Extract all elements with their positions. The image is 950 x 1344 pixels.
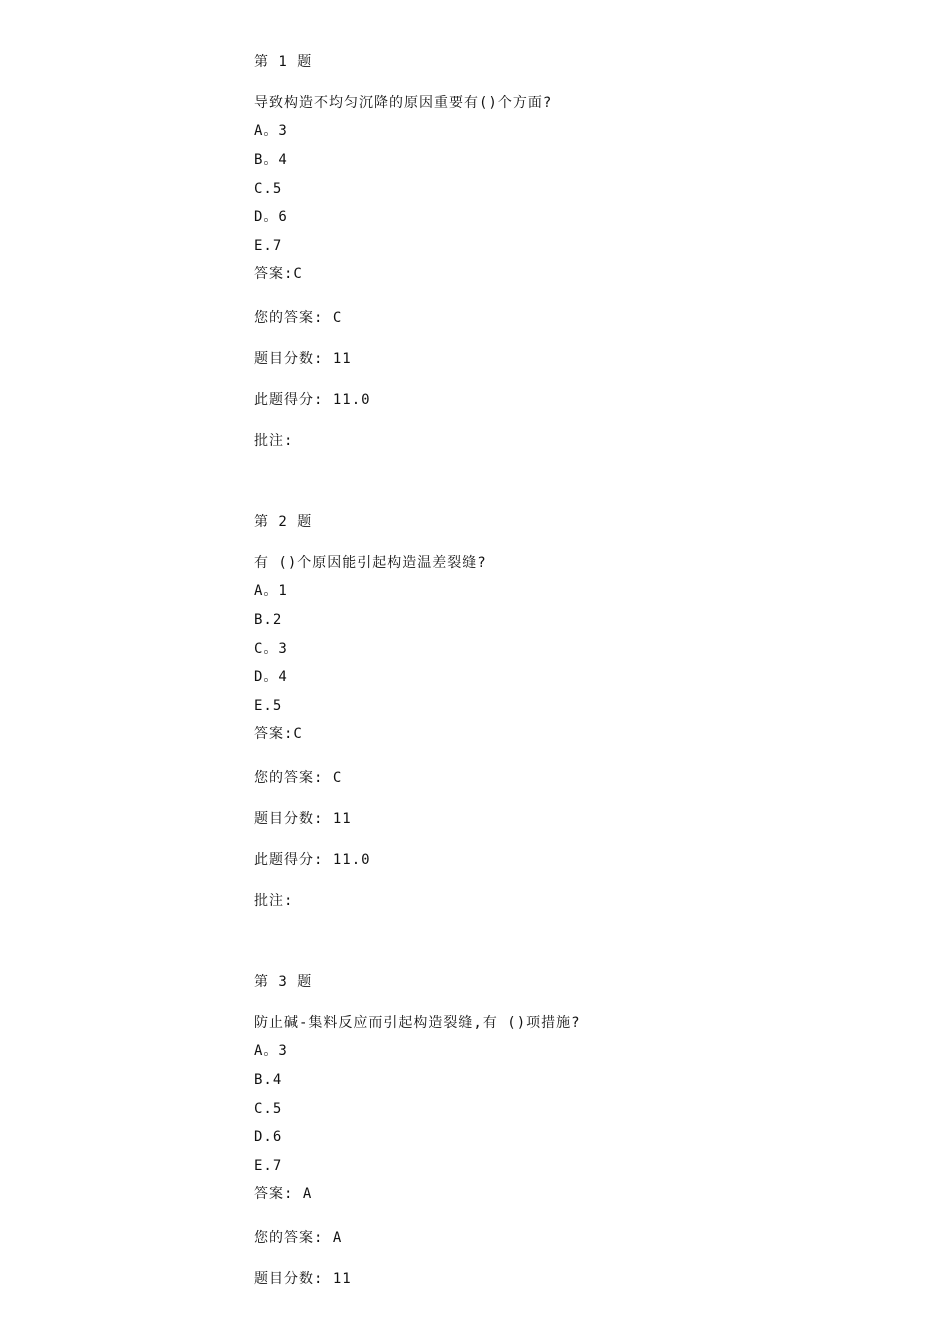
option-e: E.5 bbox=[254, 698, 283, 714]
option-d: D。4 bbox=[254, 669, 288, 685]
your-answer: 您的答案: C bbox=[254, 770, 343, 786]
your-answer: 您的答案: C bbox=[254, 310, 343, 326]
option-d: D.6 bbox=[254, 1129, 283, 1145]
option-a: A。1 bbox=[254, 583, 288, 599]
annotation-label: 批注: bbox=[254, 433, 294, 449]
question-score: 题目分数: 11 bbox=[254, 1271, 352, 1287]
question-title: 第 2 题 bbox=[254, 514, 313, 530]
option-b: B。4 bbox=[254, 152, 288, 168]
question-title: 第 3 题 bbox=[254, 974, 313, 990]
option-e: E.7 bbox=[254, 1158, 283, 1174]
obtained-score: 此题得分: 11.0 bbox=[254, 392, 371, 408]
option-a: A。3 bbox=[254, 1043, 288, 1059]
option-b: B.2 bbox=[254, 612, 283, 628]
your-answer: 您的答案: A bbox=[254, 1230, 343, 1246]
option-c: C.5 bbox=[254, 181, 283, 197]
option-b: B.4 bbox=[254, 1072, 283, 1088]
question-text: 导致构造不均匀沉降的原因重要有()个方面? bbox=[254, 95, 553, 111]
option-d: D。6 bbox=[254, 209, 288, 225]
obtained-score: 此题得分: 11.0 bbox=[254, 852, 371, 868]
question-text: 有 ()个原因能引起构造温差裂缝? bbox=[254, 555, 487, 571]
question-text: 防止碱-集料反应而引起构造裂缝,有 ()项措施? bbox=[254, 1015, 581, 1031]
correct-answer: 答案:C bbox=[254, 726, 303, 742]
option-c: C。3 bbox=[254, 641, 288, 657]
correct-answer: 答案: A bbox=[254, 1186, 313, 1202]
annotation-label: 批注: bbox=[254, 893, 294, 909]
option-e: E.7 bbox=[254, 238, 283, 254]
question-score: 题目分数: 11 bbox=[254, 351, 352, 367]
option-a: A。3 bbox=[254, 123, 288, 139]
question-title: 第 1 题 bbox=[254, 54, 313, 70]
correct-answer: 答案:C bbox=[254, 266, 303, 282]
option-c: C.5 bbox=[254, 1101, 283, 1117]
question-score: 题目分数: 11 bbox=[254, 811, 352, 827]
